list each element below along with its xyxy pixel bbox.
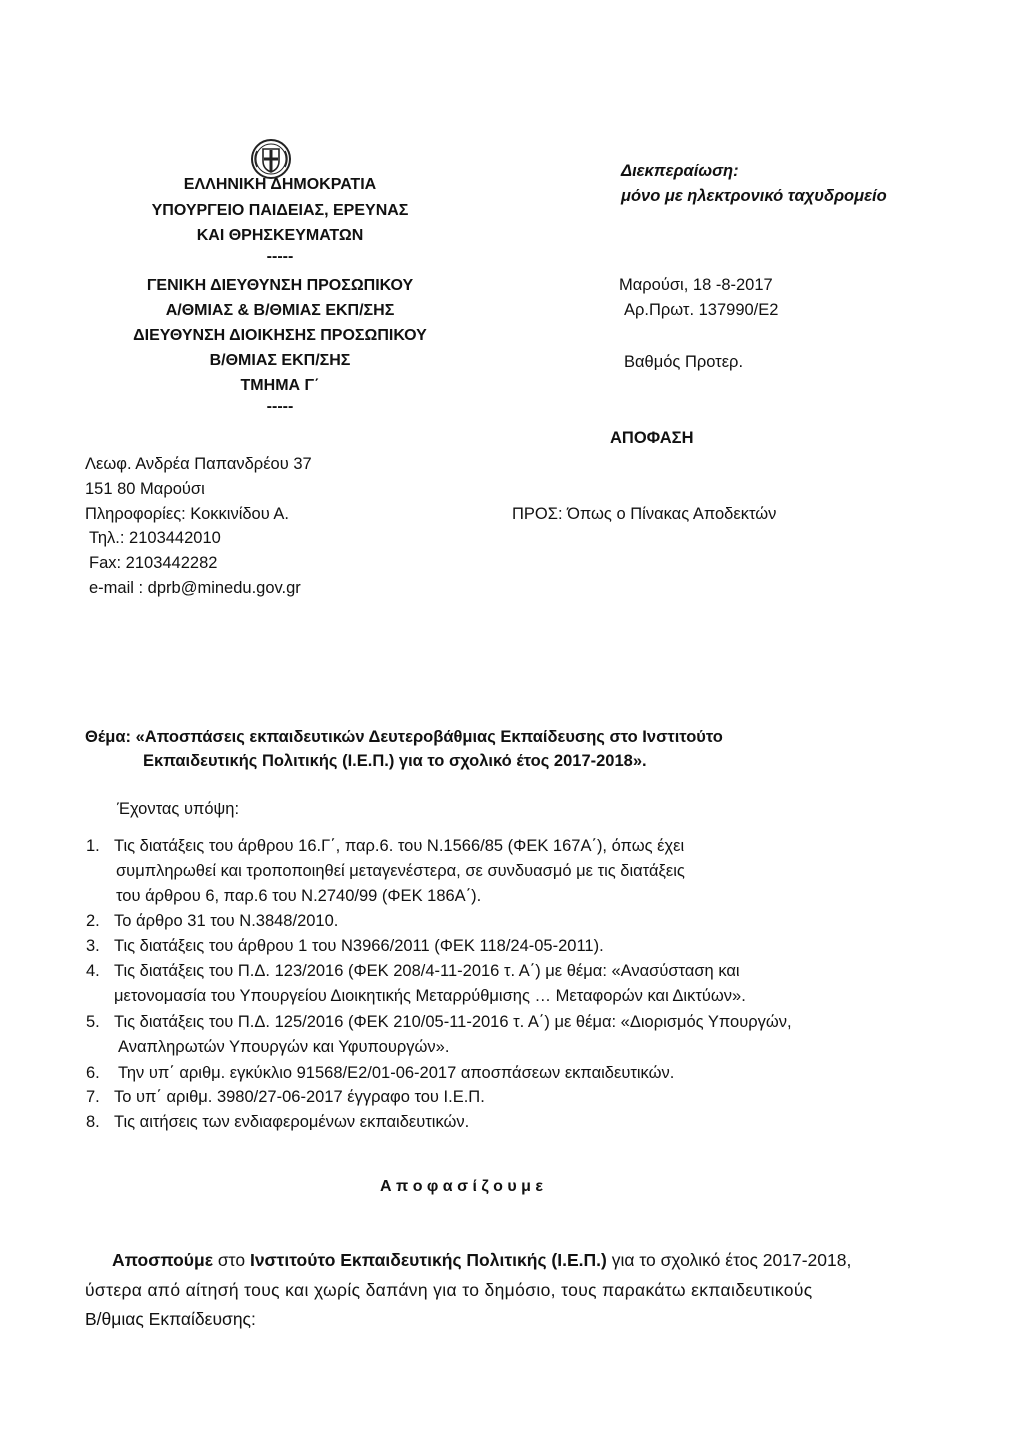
list-item-text: συμπληρωθεί και τροποποιηθεί μεταγενέστερα, σε συνδυασμό με τις διατάξεις xyxy=(116,862,685,880)
list-item-number: 5. xyxy=(86,1013,100,1031)
contact-address: Λεωφ. Ανδρέα Παπανδρέου 37 xyxy=(85,455,312,473)
list-item-text: Το άρθρο 31 του Ν.3848/2010. xyxy=(114,912,339,930)
list-item-text: Τις διατάξεις του άρθρου 16.Γ΄, παρ.6. του Ν.1566/85 (ΦΕΚ 167Α΄), όπως έχει xyxy=(114,837,685,855)
handling-value: μόνο με ηλεκτρονικό ταχυδρομείο xyxy=(621,187,887,205)
list-item-text: μετονομασία του Υπουργείου Διοικητικής Μεταρρύθμισης … Μεταφορών και Δικτύων». xyxy=(114,987,746,1005)
list-item-text: Αναπληρωτών Υπουργών και Υφυπουργών». xyxy=(118,1038,450,1056)
contact-phone: Τηλ.: 2103442010 xyxy=(89,529,221,547)
considering-label: Έχοντας υπόψη: xyxy=(117,800,240,818)
place-date: Μαρούσι, 18 -8-2017 xyxy=(619,276,773,294)
body-paragraph-line2: ύστερα από αίτησή τους και χωρίς δαπάνη για το δημόσιο, τους παρακάτω εκπαιδευτικούς xyxy=(85,1280,813,1300)
recipients-line: ΠΡΟΣ: Όπως ο Πίνακας Αποδεκτών xyxy=(512,505,777,523)
directorate-line2: Β/ΘΜΙΑΣ ΕΚΠ/ΣΗΣ xyxy=(209,352,351,369)
list-item-number: 7. xyxy=(86,1088,100,1106)
list-item-number: 8. xyxy=(86,1113,100,1131)
contact-fax: Fax: 2103442282 xyxy=(89,554,218,572)
ministry-name-line1: ΥΠΟΥΡΓΕΙΟ ΠΑΙΔΕΙΑΣ, ΕΡΕΥΝΑΣ xyxy=(151,202,409,219)
list-item-number: 3. xyxy=(86,937,100,955)
directorate-line1: ΔΙΕΥΘΥΝΣΗ ΔΙΟΙΚΗΣΗΣ ΠΡΟΣΩΠΙΚΟΥ xyxy=(133,327,427,344)
body-text: για το σχολικό έτος 2017-2018, xyxy=(606,1250,852,1270)
general-directorate-line1: ΓΕΝΙΚΗ ΔΙΕΥΘΥΝΣΗ ΠΡΟΣΩΠΙΚΟΥ xyxy=(146,277,414,294)
list-item-text: Την υπ΄ αριθμ. εγκύκλιο 91568/Ε2/01-06-2017 αποσπάσεων εκπαιδευτικών. xyxy=(118,1064,675,1082)
body-paragraph-line3: Β/θμιας Εκπαίδευσης: xyxy=(85,1309,256,1329)
body-bold-verb: Αποσπούμε xyxy=(112,1250,214,1270)
body-paragraph-line1 xyxy=(112,1250,932,1271)
list-item-number: 6. xyxy=(86,1064,100,1082)
decide-heading: Α π ο φ α σ ί ζ ο υ μ ε xyxy=(380,1178,543,1195)
protocol-number: Αρ.Πρωτ. 137990/Ε2 xyxy=(624,301,779,319)
subject-line2: Εκπαιδευτικής Πολιτικής (Ι.Ε.Π.) για το σχολικό έτος 2017-2018». xyxy=(143,752,647,770)
list-item-text: Το υπ΄ αριθμ. 3980/27-06-2017 έγγραφο του Ι.Ε.Π. xyxy=(114,1088,485,1106)
decision-title: ΑΠΟΦΑΣΗ xyxy=(610,429,694,447)
republic-title: ΕΛΛΗΝΙΚΗ ΔΗΜΟΚΡΑΤΙΑ xyxy=(183,176,377,193)
list-item-text: του άρθρου 6, παρ.6 του Ν.2740/99 (ΦΕΚ 186Α΄). xyxy=(116,887,482,905)
department-name: ΤΜΗΜΑ Γ΄ xyxy=(240,377,320,394)
contact-email: e-mail : dprb@minedu.gov.gr xyxy=(89,579,301,597)
list-item-number: 1. xyxy=(86,837,100,855)
handling-label: Διεκπεραίωση: xyxy=(621,162,739,180)
contact-info: Πληροφορίες: Κοκκινίδου Α. xyxy=(85,505,290,523)
separator-line: ----- xyxy=(266,248,294,265)
ministry-name-line2: ΚΑΙ ΘΡΗΣΚΕΥΜΑΤΩΝ xyxy=(196,227,364,244)
priority-label: Βαθμός Προτερ. xyxy=(624,353,744,371)
list-item-number: 2. xyxy=(86,912,100,930)
list-item-text: Τις αιτήσεις των ενδιαφερομένων εκπαιδευτικών. xyxy=(114,1113,470,1131)
list-item-number: 4. xyxy=(86,962,100,980)
general-directorate-line2: Α/ΘΜΙΑΣ & Β/ΘΜΙΑΣ ΕΚΠ/ΣΗΣ xyxy=(165,302,395,319)
list-item-text: Τις διατάξεις του Π.Δ. 123/2016 (ΦΕΚ 208/4-11-2016 τ. Α΄) με θέμα: «Ανασύσταση και xyxy=(114,962,740,980)
body-text: στο xyxy=(213,1250,250,1270)
greek-coat-of-arms-icon xyxy=(249,137,293,181)
list-item-text: Τις διατάξεις του Π.Δ. 125/2016 (ΦΕΚ 210/05-11-2016 τ. Α΄) με θέμα: «Διορισμός Υπουργών, xyxy=(114,1013,792,1031)
body-bold-institute: Ινστιτούτο Εκπαιδευτικής Πολιτικής (Ι.Ε.Π.) xyxy=(249,1250,607,1270)
list-item-text: Τις διατάξεις του άρθρου 1 του Ν3966/2011 (ΦΕΚ 118/24-05-2011). xyxy=(114,937,604,955)
subject-line1: Θέμα: «Αποσπάσεις εκπαιδευτικών Δευτεροβάθμιας Εκπαίδευσης στο Ινστιτούτο xyxy=(85,728,723,746)
separator-line: ----- xyxy=(266,398,294,415)
contact-postal: 151 80 Μαρούσι xyxy=(85,480,205,498)
